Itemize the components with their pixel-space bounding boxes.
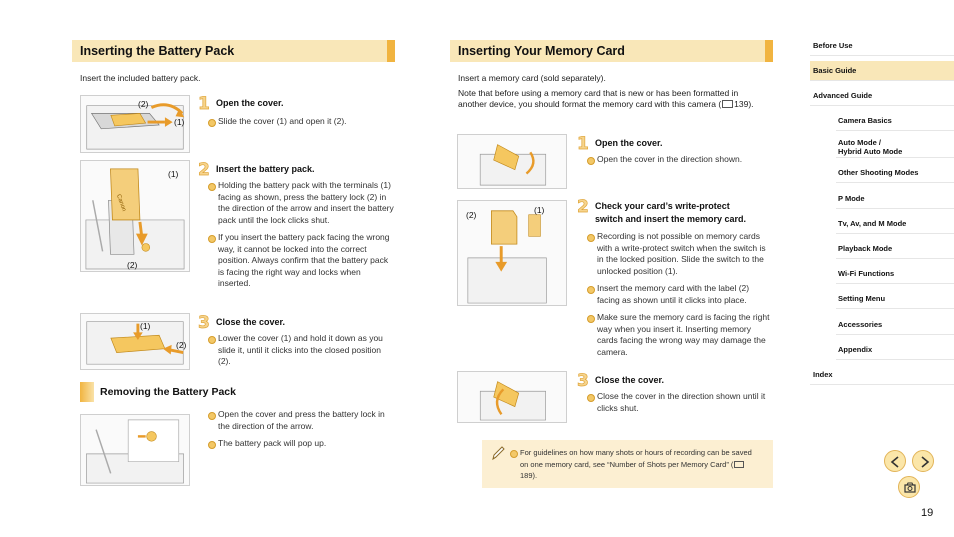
label-1: (1) (174, 117, 185, 127)
nav-playback-mode[interactable]: Playback Mode (836, 239, 954, 259)
step-number: 1 (577, 134, 589, 154)
step-number: 3 (198, 313, 210, 333)
label-1: (1) (534, 205, 545, 215)
step-title: Open the cover. (595, 138, 663, 148)
label-2: (2) (138, 99, 149, 109)
label-1: (1) (140, 321, 151, 331)
nav-before-use[interactable]: Before Use (810, 36, 954, 56)
battery-brand-text: Canon (114, 193, 127, 213)
step-number: 2 (577, 197, 589, 217)
previous-page-button[interactable] (884, 450, 906, 472)
battery-intro: Insert the included battery pack. (80, 73, 201, 83)
nav-setting-menu[interactable]: Setting Menu (836, 289, 954, 309)
next-page-button[interactable] (912, 450, 934, 472)
note-box (482, 440, 773, 488)
bullet-text: Lower the cover (1) and hold it down as you slide it, until it clicks into the closed position (2). (208, 333, 395, 368)
nav-basic-guide[interactable]: Basic Guide (810, 61, 954, 81)
step-title: Close the cover. (595, 375, 665, 385)
bullet-text: Make sure the memory card is facing the right way when you insert it. Inserting memory cards facing the wrong way may damage the camera. (587, 312, 773, 358)
bullet-text: Holding the battery pack with the terminals (1) facing as shown, press the battery lock (2) in the direction of the arrow and insert the battery pack until the lock clicks shut. (208, 180, 395, 226)
arrow-left-icon (885, 451, 907, 473)
memory-card-section (450, 40, 773, 111)
step-title: Check your card’s write-protect switch and insert the memory card. (595, 201, 747, 224)
memory-intro-1: Insert a memory card (sold separately). (458, 73, 606, 83)
nav-accessories[interactable]: Accessories (836, 315, 954, 335)
nav-camera-basics[interactable]: Camera Basics (836, 111, 954, 131)
book-icon (734, 461, 744, 468)
step-title: Close the cover. (216, 317, 286, 327)
nav-advanced-guide[interactable]: Advanced Guide (810, 86, 954, 106)
removing-heading: Removing the Battery Pack (80, 382, 236, 402)
bullet-text: Open the cover and press the battery lock in the direction of the arrow. (208, 409, 388, 432)
bullet-text: Close the cover in the direction shown until it clicks shut. (587, 391, 773, 414)
nav-index[interactable]: Index (810, 365, 954, 385)
bullet-text: The battery pack will pop up. (208, 438, 388, 450)
page-number: 19 (921, 507, 934, 519)
section-heading-memory-card: Inserting Your Memory Card (450, 40, 773, 62)
note-text: For guidelines on how many shots or hours of recording can be saved on one memory card, see “Number of Shots per Memory Card” (189). (510, 447, 762, 482)
home-button[interactable] (898, 476, 920, 498)
step-number: 3 (577, 371, 589, 391)
label-2: (2) (127, 260, 138, 270)
close-cover-illustration (80, 313, 190, 370)
step-title: Open the cover. (216, 98, 284, 108)
book-icon (722, 100, 733, 108)
battery-section (72, 40, 395, 85)
remove-battery-illustration (80, 414, 190, 486)
side-navigation (810, 36, 954, 390)
close-card-cover-illustration (457, 371, 567, 423)
nav-appendix[interactable]: Appendix (836, 340, 954, 360)
label-2: (2) (466, 210, 477, 220)
bullet-text: Insert the memory card with the label (2) facing as shown until it clicks into place. (587, 283, 773, 306)
step-number: 2 (198, 160, 210, 180)
bullet-text: If you insert the battery pack facing the wrong way, it cannot be locked into the correct position. Always confirm that the battery pack is facing the right way and locks when inserted. (208, 232, 395, 290)
camera-home-icon (899, 477, 921, 499)
step-number: 1 (198, 94, 210, 114)
bullet-text: Open the cover in the direction shown. (587, 154, 773, 166)
nav-wifi-functions[interactable]: Wi-Fi Functions (836, 264, 954, 284)
nav-p-mode[interactable]: P Mode (836, 189, 954, 209)
nav-other-shooting-modes[interactable]: Other Shooting Modes (836, 163, 954, 183)
label-1: (1) (168, 169, 179, 179)
section-heading-battery: Inserting the Battery Pack (72, 40, 395, 62)
nav-tv-av-m-mode[interactable]: Tv, Av, and M Mode (836, 214, 954, 234)
label-2: (2) (176, 340, 187, 350)
bullet-text: Recording is not possible on memory cards with a write-protect switch when the switch is in the locked position. Slide the switch to the unlocked position (1). (587, 231, 773, 277)
open-card-cover-illustration (457, 134, 567, 189)
removing-bullets (208, 409, 388, 456)
memory-intro-2: Note that before using a memory card that is new or has been formatted in another device, you should format the memory card with this camera ( 139). (458, 87, 754, 109)
nav-auto-mode[interactable]: Auto Mode / Hybrid Auto Mode (836, 136, 954, 158)
pencil-icon (490, 444, 506, 462)
arrow-right-icon (913, 451, 935, 473)
bullet-text: Slide the cover (1) and open it (2). (208, 116, 395, 128)
step-title: Insert the battery pack. (216, 164, 315, 174)
